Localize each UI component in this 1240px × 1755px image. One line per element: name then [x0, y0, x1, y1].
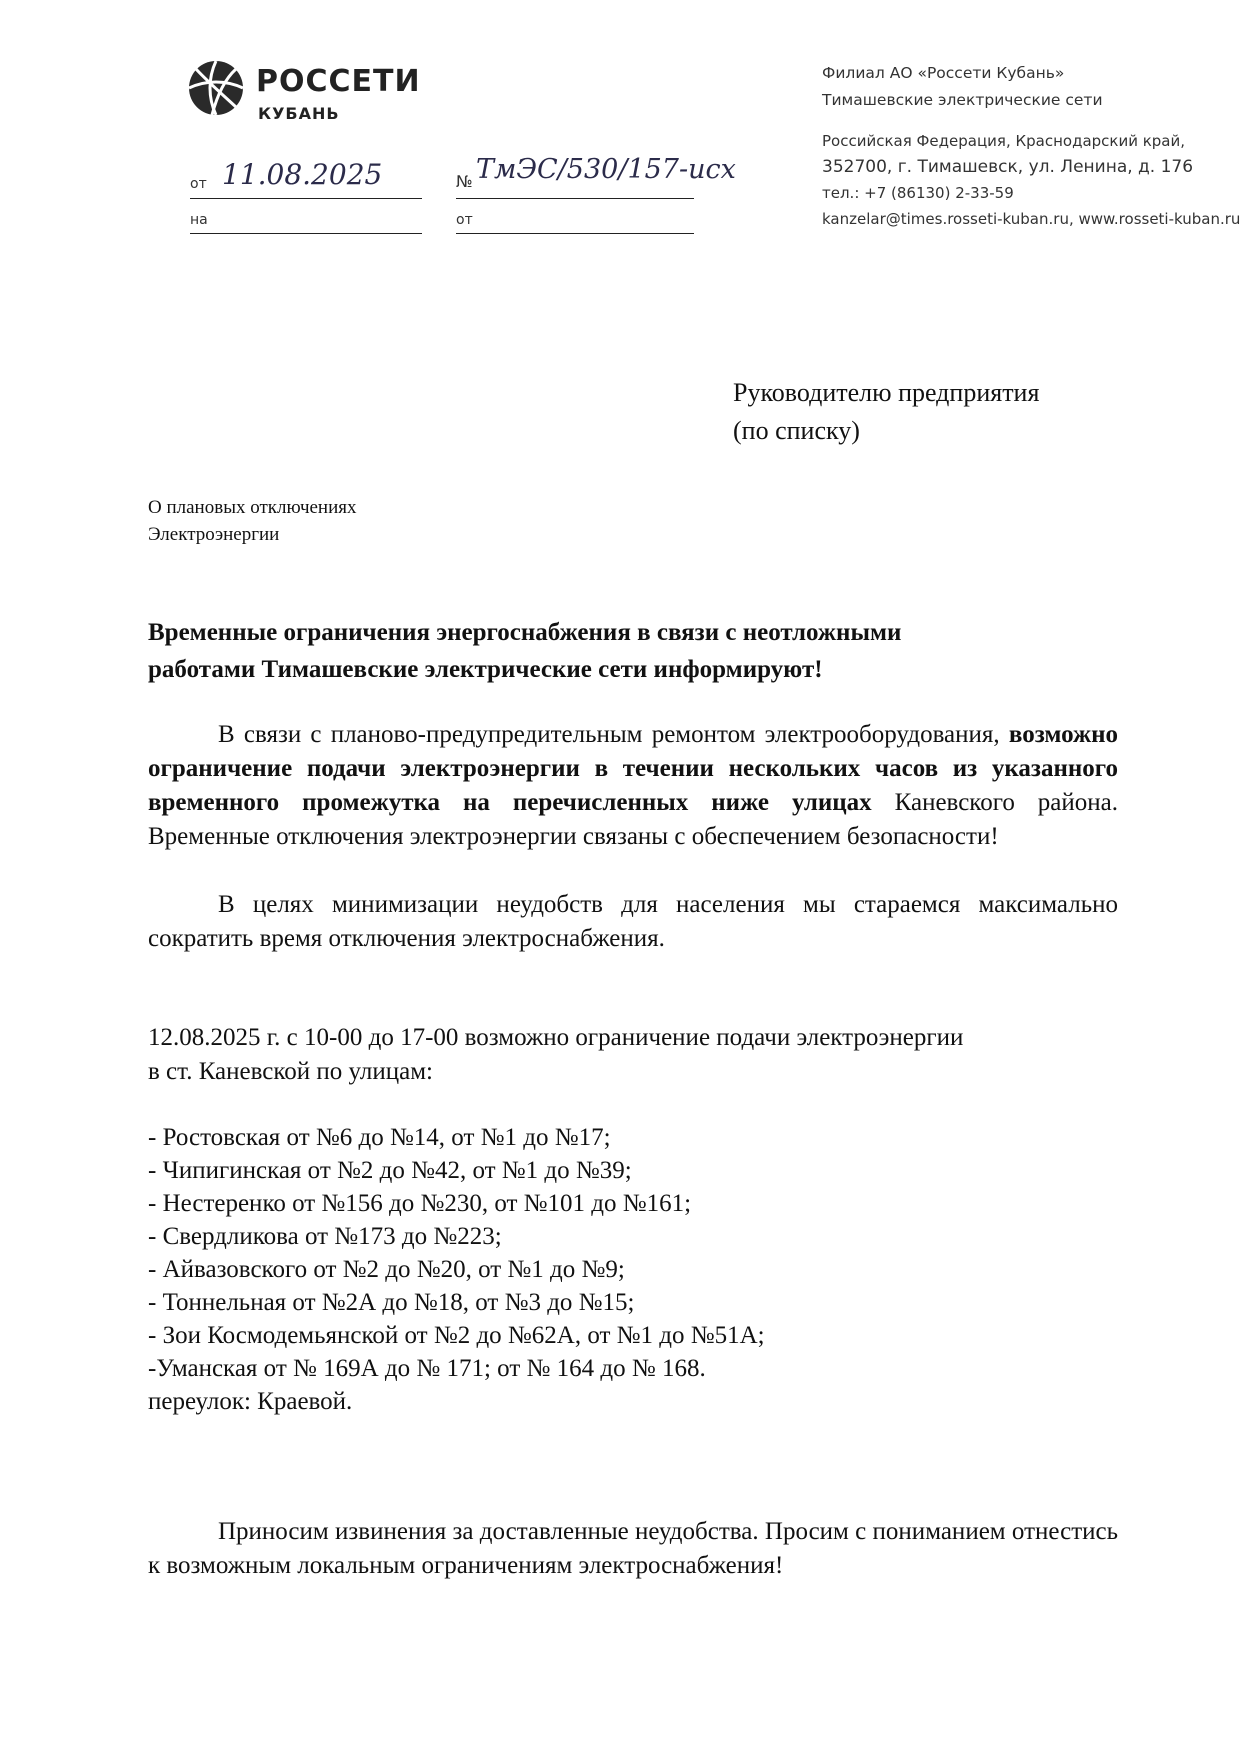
- from-label: от: [190, 176, 207, 192]
- handwritten-date: 11.08.2025: [222, 158, 383, 191]
- org-name: Филиал АО «Россети Кубань»: [822, 64, 1065, 82]
- addressee-note: (по списку): [733, 416, 860, 445]
- addressee-title: Руководителю предприятия: [733, 378, 1040, 407]
- ref-label: от: [456, 212, 473, 228]
- rosseti-emblem-icon: [186, 58, 246, 118]
- org-branch: Тимашевские электрические сети: [822, 91, 1103, 109]
- to-label: на: [190, 212, 208, 228]
- subject: [148, 494, 357, 548]
- address-phone: тел.: +7 (86130) 2-33-59: [822, 184, 1014, 202]
- schedule-line-2: в ст. Каневской по улицам:: [148, 1058, 433, 1085]
- street-item: - Чипигинская от №2 до №42, от №1 до №39;: [148, 1157, 632, 1184]
- street-item: - Зои Космодемьянской от №2 до №62А, от №1 до №51А;: [148, 1322, 765, 1349]
- street-item: -Уманская от № 169А до № 171; от № 164 до № 168.: [148, 1355, 706, 1382]
- handwritten-number: ТмЭС/530/157-исх: [476, 154, 736, 185]
- street-item: - Айвазовского от №2 до №20, от №1 до №9;: [148, 1256, 625, 1283]
- schedule-line-1: 12.08.2025 г. с 10-00 до 17-00 возможно ограничение подачи электроэнергии: [148, 1024, 964, 1051]
- company-logo: [186, 58, 421, 124]
- closing-paragraph: [148, 1515, 1118, 1583]
- street-item: - Тоннельная от №2А до №18, от №3 до №15;: [148, 1289, 635, 1316]
- to-line: [190, 233, 422, 234]
- lane-item: переулок: Краевой.: [148, 1388, 353, 1415]
- address-region: Российская Федерация, Краснодарский край,: [822, 132, 1186, 150]
- address-block: [822, 128, 1240, 232]
- intro-p1-start: В связи с планово-предупредительным ремонтом электрооборудования,: [218, 721, 1000, 748]
- ref-line: [456, 233, 694, 234]
- intro-paragraph-2: [148, 888, 1118, 956]
- intro-paragraph-1: [148, 718, 1118, 854]
- date-line: [190, 198, 422, 199]
- organization-block: [822, 60, 1103, 114]
- number-label: №: [456, 172, 473, 191]
- intro-p1-bold: возможно ограничение подачи электроэнергии в течении нескольких часов из указанного временного промежутка на перечисленных ниже улицах: [148, 721, 1118, 816]
- street-item: - Нестеренко от №156 до №230, от №101 до №161;: [148, 1190, 692, 1217]
- address-email-web: kanzelar@times.rosseti-kuban.ru, www.rosseti-kuban.ru: [822, 210, 1240, 228]
- closing-text: Приносим извинения за доставленные неудобства. Просим с пониманием отнестись к возможным локальным ограничениям электроснабжения!: [148, 1518, 1118, 1579]
- street-item: - Ростовская от №6 до №14, от №1 до №17;: [148, 1124, 611, 1151]
- subject-line-1: О плановых отключениях: [148, 497, 357, 518]
- subject-line-2: Электроэнергии: [148, 524, 280, 545]
- street-item: - Свердликова от №173 до №223;: [148, 1223, 502, 1250]
- logo-name: РОССЕТИ: [256, 64, 421, 99]
- headline-line-2: работами Тимашевские электрические сети информируют!: [148, 656, 823, 683]
- intro-p2: В целях минимизации неудобств для населения мы стараемся максимально сократить время отключения электроснабжения.: [148, 891, 1118, 952]
- logo-region: КУБАНЬ: [258, 104, 340, 123]
- address-street: 352700, г. Тимашевск, ул. Ленина, д. 176: [822, 157, 1194, 177]
- intro-p1-end: Каневского района. Временные отключения электроэнергии связаны с обеспечением безопасности!: [148, 789, 1118, 850]
- headline: [148, 614, 1108, 688]
- addressee: [733, 374, 1039, 450]
- headline-line-1: Временные ограничения энергоснабжения в связи с неотложными: [148, 619, 902, 646]
- number-line: [456, 198, 694, 199]
